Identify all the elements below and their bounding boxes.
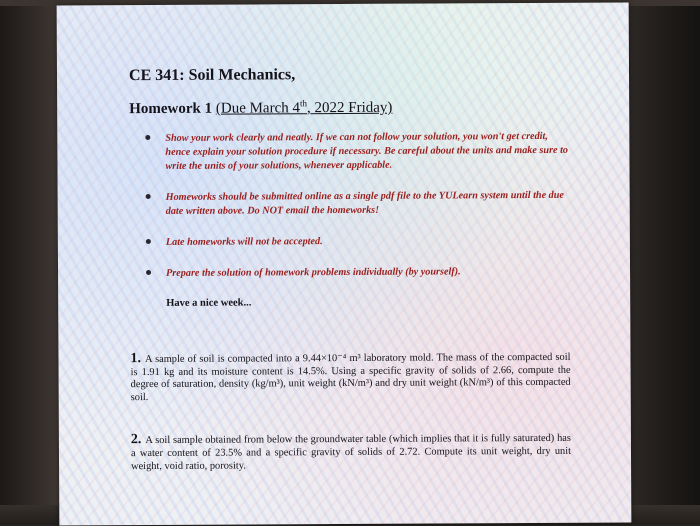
- due-date-suffix: , 2022 Friday): [306, 99, 393, 117]
- problem-text: A soil sample obtained from below the groundwater table (which implies that it is fully saturated) has a water content of 23.5% and a specific gravity of solids of 2.72. Compute its unit weight, dry unit weight, void ratio, porosity.: [130, 433, 572, 472]
- instruction-item: [142, 265, 570, 281]
- homework-label: Homework 1: [129, 100, 213, 118]
- instruction-item: [141, 130, 569, 174]
- problem-1: [130, 351, 570, 405]
- problem-2: [131, 432, 571, 473]
- instruction-text: Prepare the solution of homework problems individually (by yourself).: [166, 266, 461, 279]
- problem-text: A sample of soil is compacted into a 9.44×10⁻⁴ m³ laboratory mold. The mass of the compacted soil is 1.91 kg and its moisture content is 14.5%. Using a specific gravity of solids of 2.66, compute the degree of saturation, density (kg/m³), unit weight (kN/m³) and dry unit weight (kN/m³) of this compacted soil.: [130, 351, 571, 403]
- closing-note: Have a nice week...: [166, 297, 252, 309]
- bullet-icon: [145, 135, 150, 140]
- instruction-item: [142, 189, 570, 219]
- bullet-icon: [146, 239, 151, 244]
- problem-number: 2.: [130, 432, 142, 448]
- monitor-bezel-right: [626, 0, 700, 525]
- bullet-icon: [146, 270, 151, 275]
- due-date-superscript: th: [299, 98, 307, 109]
- course-title: CE 341: Soil Mechanics,: [128, 66, 296, 85]
- homework-heading: [129, 97, 569, 118]
- instructions-list: [129, 130, 570, 281]
- instruction-text: Homeworks should be submitted online as a single pdf file to the YULearn system until the due date written above. Do NOT email the homeworks!: [165, 189, 564, 217]
- instruction-item: [142, 234, 570, 250]
- document-content: [129, 65, 571, 473]
- instruction-text: Late homeworks will not be accepted.: [165, 236, 323, 248]
- instruction-text: Show your work clearly and neatly. If we can not follow your solution, you won't get credit, hence explain your solution procedure if necessary. Be careful about the units and make sure to write the units of your solutions, whenever applicable.: [165, 130, 569, 172]
- due-date: [216, 100, 393, 117]
- document-page: [57, 3, 632, 526]
- due-date-prefix: (Due March 4: [215, 100, 301, 117]
- problem-number: 1.: [130, 351, 142, 367]
- bullet-icon: [146, 194, 151, 199]
